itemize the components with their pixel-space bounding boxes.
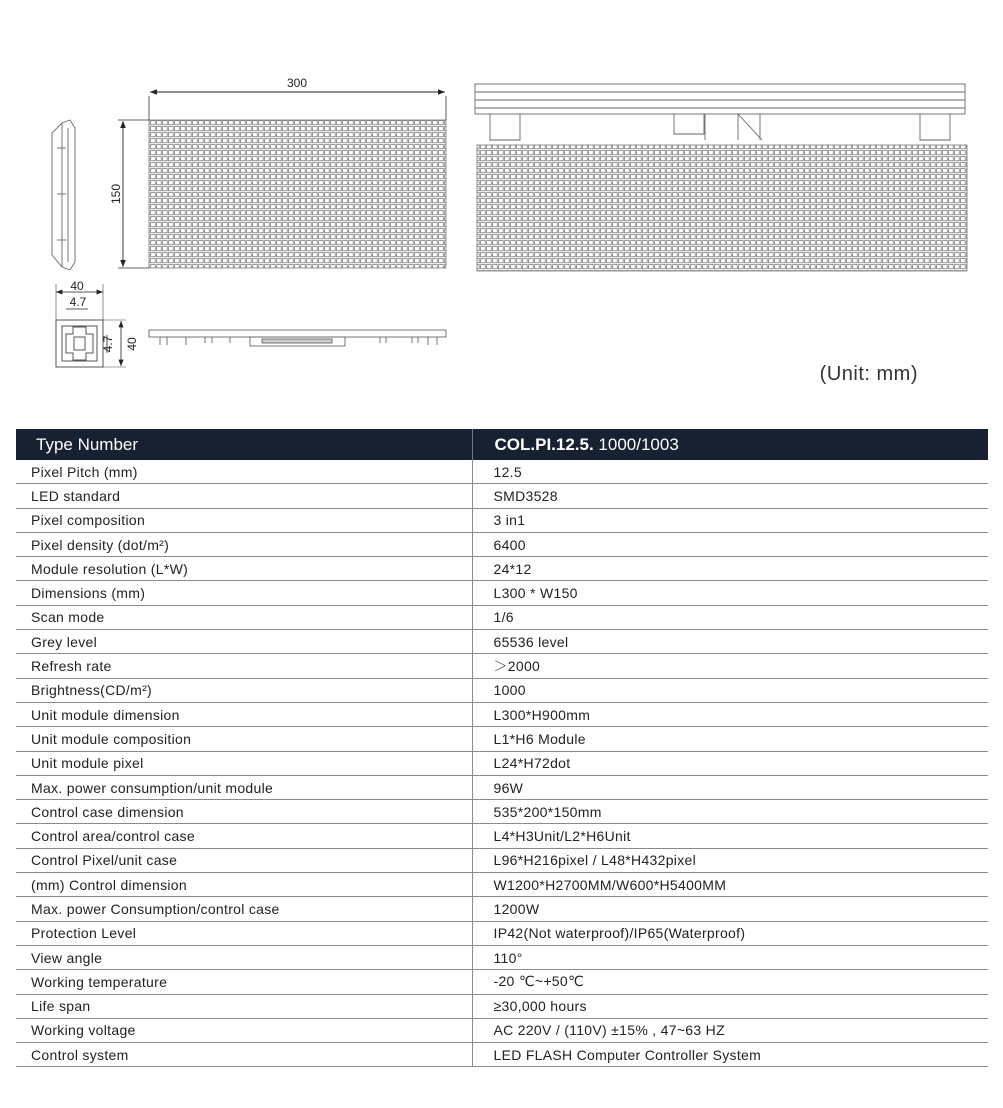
spec-value: 1000 bbox=[472, 678, 988, 702]
spec-key: LED standard bbox=[16, 484, 472, 508]
profile-offset-label: 4.7 bbox=[69, 295, 87, 309]
spec-row bbox=[16, 921, 988, 945]
spec-key: Pixel composition bbox=[16, 508, 472, 532]
spec-row bbox=[16, 1018, 988, 1042]
spec-value: L300*H900mm bbox=[472, 702, 988, 726]
spec-value: SMD3528 bbox=[472, 484, 988, 508]
spec-row bbox=[16, 897, 988, 921]
spec-key: Working voltage bbox=[16, 1018, 472, 1042]
spec-key: Unit module pixel bbox=[16, 751, 472, 775]
spec-row bbox=[16, 654, 988, 678]
spec-row bbox=[16, 994, 988, 1018]
spec-key: Unit module dimension bbox=[16, 702, 472, 726]
spec-key: Working temperature bbox=[16, 970, 472, 994]
spec-row bbox=[16, 581, 988, 605]
spec-value: L300 * W150 bbox=[472, 581, 988, 605]
spec-row bbox=[16, 751, 988, 775]
spec-value: 3 in1 bbox=[472, 508, 988, 532]
module-bottom-view bbox=[149, 330, 446, 346]
spec-key: Brightness(CD/m²) bbox=[16, 678, 472, 702]
spec-row bbox=[16, 678, 988, 702]
spec-row bbox=[16, 800, 988, 824]
model-number-suffix: 1000/1003 bbox=[593, 434, 679, 454]
spec-row bbox=[16, 775, 988, 799]
spec-key: Control system bbox=[16, 1043, 472, 1067]
profile-depth-label: 40 bbox=[125, 337, 139, 351]
spec-value: LED FLASH Computer Controller System bbox=[472, 1043, 988, 1067]
spec-value: 110° bbox=[472, 945, 988, 969]
model-number bbox=[472, 429, 988, 460]
spec-value: 1/6 bbox=[472, 605, 988, 629]
spec-row bbox=[16, 532, 988, 556]
type-number-label: Type Number bbox=[16, 429, 472, 460]
spec-key: Control Pixel/unit case bbox=[16, 848, 472, 872]
spec-key: Pixel Pitch (mm) bbox=[16, 460, 472, 484]
width-dimension-label: 300 bbox=[286, 76, 308, 90]
spec-key: Grey level bbox=[16, 630, 472, 654]
spec-key: View angle bbox=[16, 945, 472, 969]
spec-key: Pixel density (dot/m²) bbox=[16, 532, 472, 556]
spec-row bbox=[16, 460, 988, 484]
spec-row bbox=[16, 727, 988, 751]
spec-value: L1*H6 Module bbox=[472, 727, 988, 751]
spec-key: (mm) Control dimension bbox=[16, 873, 472, 897]
spec-table bbox=[16, 429, 988, 1067]
spec-key: Control area/control case bbox=[16, 824, 472, 848]
profile-cross-section bbox=[56, 279, 139, 367]
spec-key: Protection Level bbox=[16, 921, 472, 945]
spec-value: 12.5 bbox=[472, 460, 988, 484]
spec-key: Module resolution (L*W) bbox=[16, 557, 472, 581]
spec-row bbox=[16, 848, 988, 872]
spec-value: ＞2000 bbox=[472, 654, 988, 678]
spec-row bbox=[16, 484, 988, 508]
spec-key: Unit module composition bbox=[16, 727, 472, 751]
spec-header-row bbox=[16, 429, 988, 460]
spec-value: 96W bbox=[472, 775, 988, 799]
spec-row bbox=[16, 508, 988, 532]
spec-value: IP42(Not waterproof)/IP65(Waterproof) bbox=[472, 921, 988, 945]
spec-value: 535*200*150mm bbox=[472, 800, 988, 824]
spec-value: 65536 level bbox=[472, 630, 988, 654]
spec-row bbox=[16, 873, 988, 897]
spec-row bbox=[16, 945, 988, 969]
model-number-prefix: COL.PI.12.5. bbox=[494, 434, 594, 454]
spec-value: 1200W bbox=[472, 897, 988, 921]
spec-key: Life span bbox=[16, 994, 472, 1018]
spec-value: L4*H3Unit/L2*H6Unit bbox=[472, 824, 988, 848]
spec-value: AC 220V / (110V) ±15% , 47~63 HZ bbox=[472, 1018, 988, 1042]
spec-value: L96*H216pixel / L48*H432pixel bbox=[472, 848, 988, 872]
spec-row bbox=[16, 824, 988, 848]
spec-value: 24*12 bbox=[472, 557, 988, 581]
spec-row bbox=[16, 970, 988, 994]
spec-value: L24*H72dot bbox=[472, 751, 988, 775]
spec-value: -20 ℃~+50℃ bbox=[472, 970, 988, 994]
profile-side-offset-label: 4.7 bbox=[101, 335, 115, 353]
spec-value: W1200*H2700MM/W600*H5400MM bbox=[472, 873, 988, 897]
module-side-view bbox=[52, 120, 75, 270]
spec-key: Max. power Consumption/control case bbox=[16, 897, 472, 921]
spec-value: 6400 bbox=[472, 532, 988, 556]
unit-module-assembly-view bbox=[475, 84, 967, 271]
spec-key: Max. power consumption/unit module bbox=[16, 775, 472, 799]
spec-key: Dimensions (mm) bbox=[16, 581, 472, 605]
spec-row bbox=[16, 702, 988, 726]
unit-note: (Unit: mm) bbox=[819, 363, 918, 385]
spec-row bbox=[16, 557, 988, 581]
spec-row bbox=[16, 605, 988, 629]
spec-row bbox=[16, 1043, 988, 1067]
spec-value: ≥30,000 hours bbox=[472, 994, 988, 1018]
spec-key: Control case dimension bbox=[16, 800, 472, 824]
spec-key: Scan mode bbox=[16, 605, 472, 629]
profile-width-label: 40 bbox=[70, 279, 84, 293]
spec-key: Refresh rate bbox=[16, 654, 472, 678]
module-front-view bbox=[109, 76, 446, 268]
technical-drawings bbox=[0, 0, 1003, 420]
height-dimension-label: 150 bbox=[109, 183, 123, 205]
spec-row bbox=[16, 630, 988, 654]
